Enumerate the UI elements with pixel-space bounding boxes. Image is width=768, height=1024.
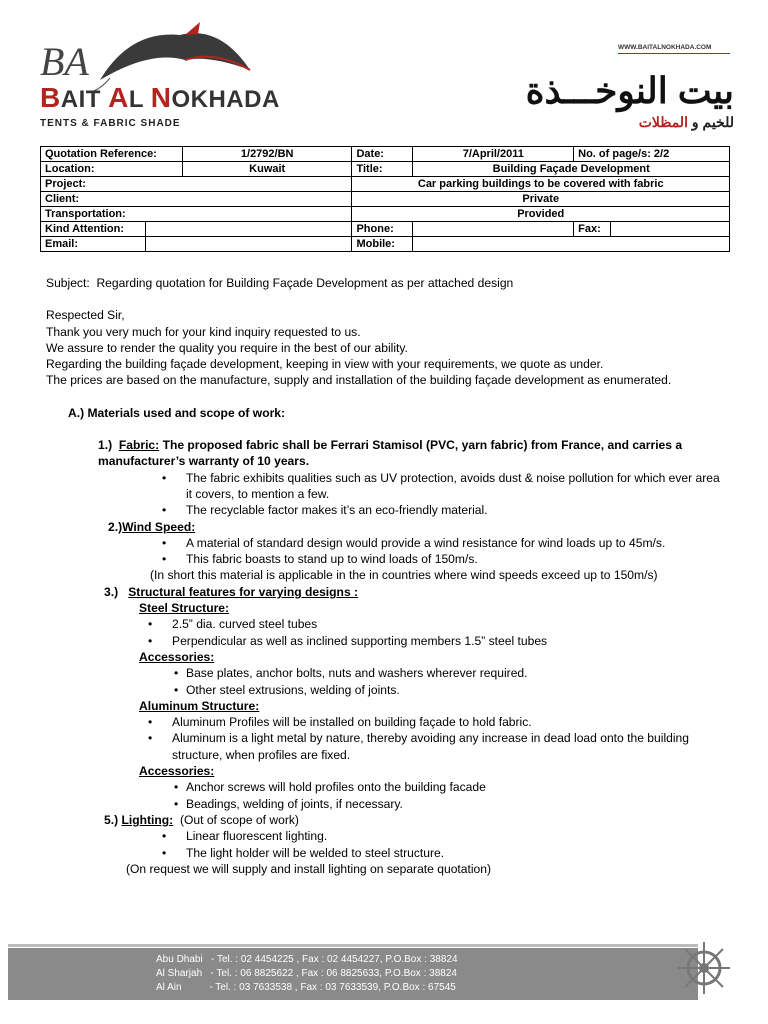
list-item-text: Aluminum is a light metal by nature, thereby avoiding any increase in dead load onto the building structure, when profiles are fixed. [172,731,689,762]
steel-structure-heading: Steel Structure: [139,601,230,616]
lighting-label: Lighting: [121,812,174,827]
mobile-label: Mobile: [352,237,413,252]
title-label: Title: [352,162,413,177]
table-row [41,162,730,177]
list-item-text: The fabric exhibits qualities such as UV protection, avoids dust & noise pollution for which ever area it covers, to mention a few. [186,470,720,501]
list-item [46,535,726,551]
subject-line [46,275,726,291]
item-number: 5.) [104,812,119,827]
footer-line: Abu Dhabi - Tel. : 02 4454225 , Fax : 02 4454227, P.O.Box : 38824 [156,954,458,965]
structural-label: Structural features for varying designs : [128,584,359,599]
logo-tagline: TENTS & FABRIC SHADE [40,118,181,129]
project-label: Project: [41,177,352,192]
bullet-icon: • [174,682,179,697]
bullet-icon: • [162,470,167,485]
date-label: Date: [352,147,413,162]
quotation-reference-label: Quotation Reference: [41,147,183,162]
list-item [46,665,726,681]
table-row [41,147,730,162]
list-item-text: This fabric boasts to stand up to wind loads of 150m/s. [186,552,478,567]
phone-label: Phone: [352,222,413,237]
wind-item [46,519,726,535]
bullet-icon: • [162,552,167,567]
lighting-note: (On request we will supply and install lighting on separate quotation) [126,861,492,876]
kind-attention-value [145,222,352,237]
item-number: 3.) [104,584,119,599]
list-item-text: The recyclable factor makes it’s an eco-friendly material. [186,503,488,518]
list-item-text: Base plates, anchor bolts, nuts and washers wherever required. [186,666,528,681]
paragraph: Thank you very much for your kind inquiry requested to us. [46,324,361,339]
subject-label: Subject: [46,276,90,290]
bullet-icon: • [162,535,167,550]
list-item [46,714,726,730]
letter-body [46,275,726,877]
list-item-text: Aluminum Profiles will be installed on building façade to hold fabric. [172,715,532,730]
salutation: Respected Sir, [46,308,125,323]
bullet-icon: • [162,845,167,860]
website-underline [618,53,730,54]
wind-label: Wind Speed: [122,519,196,534]
list-item [46,828,726,844]
arabic-tagline [560,114,734,131]
title-value: Building Façade Development [413,162,730,177]
fax-label: Fax: [574,222,611,237]
email-value [145,237,352,252]
bullet-icon: • [162,829,167,844]
list-item-text: Anchor screws will hold profiles onto the building facade [186,780,486,795]
subject-text: Regarding quotation for Building Façade Development as per attached design [96,276,514,290]
list-item [46,682,726,698]
paragraph: The prices are based on the manufacture, supply and installation of the building façade development as enumerated. [46,373,672,388]
list-item [46,796,726,812]
bullet-icon: • [162,503,167,518]
list-item [46,502,726,518]
footer-contact-bar [8,948,698,1000]
structural-item [46,584,726,600]
table-row [41,222,730,237]
section-heading: A.) Materials used and scope of work: [68,405,286,420]
list-item-text: Perpendicular as well as inclined supporting members 1.5” steel tubes [172,633,548,648]
accessories-heading: Accessories: [139,649,215,664]
logo-monogram: BA [40,39,89,84]
bullet-icon: • [148,731,153,746]
list-item [46,616,726,632]
client-value: Private [352,192,730,207]
list-item-text: Beadings, welding of joints, if necessary. [186,796,403,811]
date-value: 7/April/2011 [413,147,574,162]
table-row [41,177,730,192]
list-item [46,470,726,503]
bullet-icon: • [148,633,153,648]
accessories-heading: Accessories: [139,764,215,779]
fabric-text: The proposed fabric shall be Ferrari Stamisol (PVC, yarn fabric) from France, and carries a manufacturer’s warranty of 10 years. [98,438,683,469]
email-label: Email: [41,237,146,252]
paragraph: We assure to render the quality you require in the best of our ability. [46,340,408,355]
kind-attention-label: Kind Attention: [41,222,146,237]
list-item [46,845,726,861]
table-row [41,207,730,222]
lighting-scope: (Out of scope of work) [179,812,299,827]
website-url[interactable]: WWW.BAITALNOKHADA.COM [618,44,712,51]
location-value: Kuwait [182,162,352,177]
footer-top-strip [8,944,698,947]
fabric-item [46,437,726,470]
lighting-item [46,812,726,828]
list-item-text: 2.5” dia. curved steel tubes [172,617,318,632]
client-label: Client: [41,192,352,207]
footer-line: Al Ain - Tel. : 03 7633538 , Fax : 03 7633539, P.O.Box : 67545 [156,982,456,993]
bullet-icon: • [174,666,179,681]
list-item-text: Linear fluorescent lighting. [186,829,328,844]
arabic-tagline-part-2: المظلات [638,114,688,130]
table-row [41,192,730,207]
list-item-text: A material of standard design would provide a wind resistance for wind loads up to 45m/s. [186,535,666,550]
location-label: Location: [41,162,183,177]
list-item [46,551,726,567]
item-number: 2.) [108,519,123,534]
project-value: Car parking buildings to be covered with fabric [352,177,730,192]
phone-value [413,222,574,237]
item-number: 1.) [98,438,113,453]
arabic-company-name: بيت النوخـــذة [525,70,734,111]
mobile-value [413,237,730,252]
transportation-value: Provided [352,207,730,222]
bullet-icon: • [174,780,179,795]
fax-value [611,222,730,237]
ship-wheel-icon [676,940,732,996]
list-item [46,633,726,649]
transportation-label: Transportation: [41,207,352,222]
fabric-label: Fabric: [118,438,160,453]
paragraph: Regarding the building façade development, keeping in view with your requirements, we quote as under. [46,357,604,372]
footer-line: Al Sharjah - Tel. : 06 8825622 , Fax : 06 8825633, P.O.Box : 38824 [156,968,457,979]
arabic-tagline-part-1: للخيم و [691,114,734,130]
list-item [46,730,726,763]
pages-label: No. of page/s: 2/2 [574,147,730,162]
logo-name: BAIT AL NOKHADA [40,82,280,113]
aluminum-structure-heading: Aluminum Structure: [139,698,260,713]
quotation-info-table [40,146,730,252]
list-item-text: The light holder will be welded to steel structure. [186,845,445,860]
list-item [46,779,726,795]
bullet-icon: • [148,617,153,632]
bullet-icon: • [148,715,153,730]
quotation-reference-value: 1/2792/BN [182,147,352,162]
wind-note: (In short this material is applicable in the in countries where wind speeds exceed up to 150m/s) [150,568,658,583]
bullet-icon: • [174,796,179,811]
list-item-text: Other steel extrusions, welding of joints. [186,682,400,697]
table-row [41,237,730,252]
